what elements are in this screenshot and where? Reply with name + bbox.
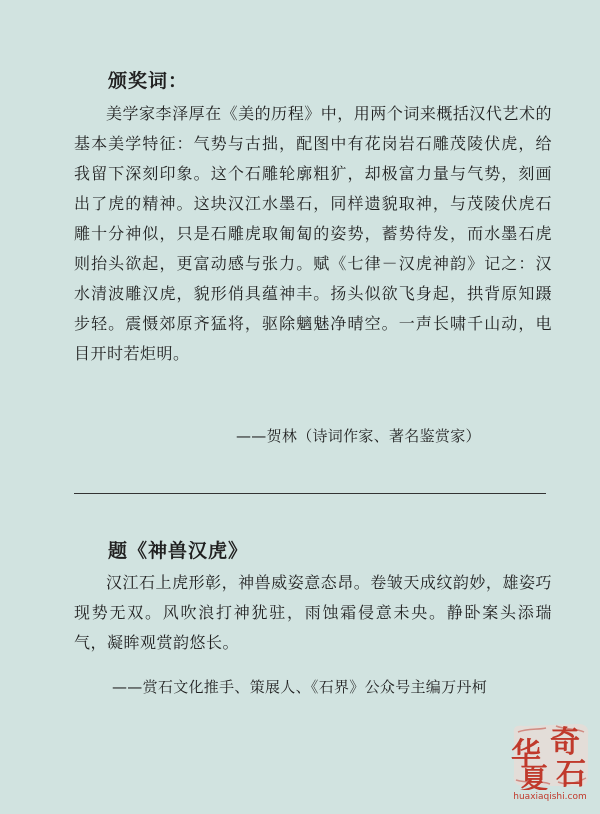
poem-title: 题《神兽汉虎》 [108,540,249,562]
watermark-char-2: 奇 [550,725,580,760]
poem-signature: ——赏石文化推手、策展人、《石界》公众号主编万丹柯 [112,678,488,696]
watermark-url: huaxiaqishi.com [513,792,587,802]
watermark-char-3: 夏 [520,762,549,790]
watermark-char-1: 华 [511,737,541,772]
award-signature: ——贺林（诗词作家、著名鉴赏家） [236,427,481,445]
section-divider [74,493,546,494]
seal-icon [508,720,592,790]
poem-text: 汉江石上虎形彰，神兽威姿意态昂。卷皱天成纹韵妙，雄姿巧现势无双。风吹浪打神犹驻，雨蚀霜侵意未央。静卧案头添瑞气，凝眸观赏韵悠长。 [74,573,552,652]
award-text: 美学家李泽厚在《美的历程》中，用两个词来概括汉代艺术的基本美学特征：气势与古拙，配图中有花岗岩石雕茂陵伏虎，给我留下深刻印象。这个石雕轮廓粗犷，却极富力量与气势，刻画出了虎的精神。这块汉江水墨石，同样遗貌取神，与茂陵伏虎石雕十分神似，只是石雕虎取匍匐的姿势，蓄势待发，而水墨石虎则抬头欲起，更富动感与张力。赋《七律－汉虎神韵》记之：汉水清波雕汉虎，貌形俏具蕴神丰。扬头似欲飞身起，拱背原知蹑步轻。震慑郊原齐猛将，驱除魑魅净晴空。一声长啸千山动，电目开时若炬明。 [74,104,552,363]
site-watermark [504,714,596,810]
watermark-char-4: 石 [556,757,586,790]
award-title: 颁奖词： [108,70,189,92]
